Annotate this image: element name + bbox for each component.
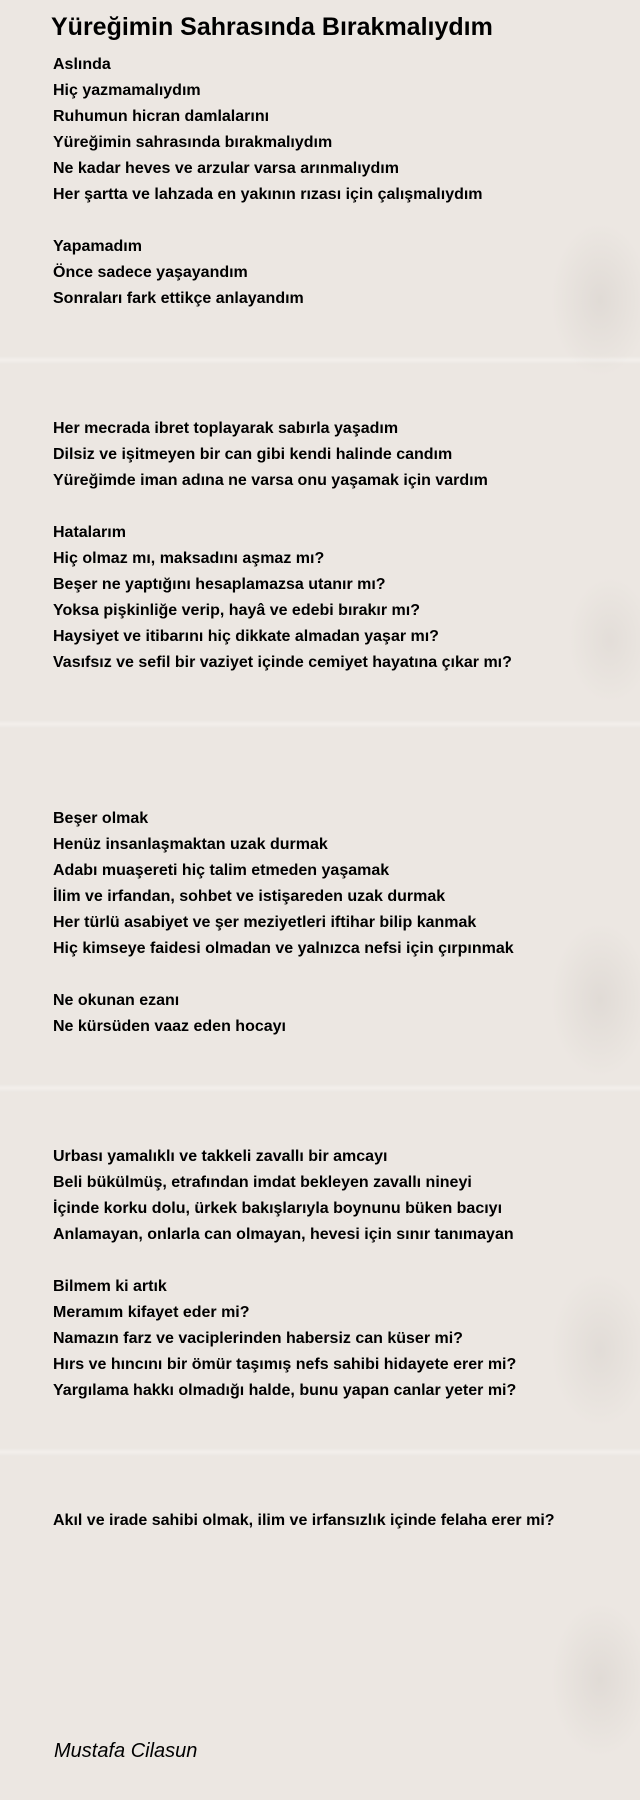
stanza-gap — [53, 338, 623, 364]
stanza-gap — [53, 728, 623, 754]
poem-line: Hiç olmaz mı, maksadını aşmaz mı? — [53, 550, 325, 567]
stanza-gap — [53, 676, 623, 702]
poem-line: Ne kürsüden vaaz eden hocayı — [53, 1018, 286, 1035]
poem-line: İçinde korku dolu, ürkek bakışlarıyla boynunu büken bacıyı — [53, 1200, 503, 1217]
poem-line: Her türlü asabiyet ve şer meziyetleri iftihar bilip kanmak — [53, 914, 477, 931]
poem-line: Adabı muaşereti hiç talim etmeden yaşamak — [53, 862, 390, 879]
poem-body — [53, 52, 623, 1534]
poem-line: İlim ve irfandan, sohbet ve istişareden uzak durmak — [53, 888, 446, 905]
stanza-gap — [53, 780, 623, 806]
stanza-gap — [53, 390, 623, 416]
poem-line: Dilsiz ve işitmeyen bir can gibi kendi halinde candım — [53, 446, 453, 463]
poem-line: Urbası yamalıklı ve takkeli zavallı bir amcayı — [53, 1148, 388, 1165]
poem-line: Bilmem ki artık — [53, 1278, 167, 1295]
poem-line: Yoksa pişkinliğe verip, hayâ ve edebi bırakır mı? — [53, 602, 420, 619]
stanza-gap — [53, 1430, 623, 1456]
poem-line: Ne okunan ezanı — [53, 992, 180, 1009]
poem-line: Yapamadım — [53, 238, 142, 255]
author-name: Mustafa Cilasun — [54, 1740, 198, 1762]
poem-line: Meramım kifayet eder mi? — [53, 1304, 250, 1321]
poem-line: Yüreğimin sahrasında bırakmalıydım — [53, 134, 333, 151]
poem-line: Hiç kimseye faidesi olmadan ve yalnızca nefsi için çırpınmak — [53, 940, 514, 957]
poem-line: Ruhumun hicran damlalarını — [53, 108, 270, 125]
poem-line: Beli bükülmüş, etrafından imdat bekleyen zavallı nineyi — [53, 1174, 472, 1191]
stanza-gap — [53, 1092, 623, 1118]
poem-line: Aslında — [53, 56, 111, 73]
poem-line: Vasıfsız ve sefil bir vaziyet içinde cemiyet hayatına çıkar mı? — [53, 654, 512, 671]
poem-line: Hırs ve hıncını bir ömür taşımış nefs sahibi hidayete erer mi? — [53, 1356, 517, 1373]
poem-line: Ne kadar heves ve arzular varsa arınmalıydım — [53, 160, 399, 177]
poem-line: Hatalarım — [53, 524, 126, 541]
poem-line: Henüz insanlaşmaktan uzak durmak — [53, 836, 328, 853]
stanza-gap — [53, 1118, 623, 1144]
stanza-gap — [53, 1066, 623, 1092]
stanza-gap — [53, 1040, 623, 1066]
poem-line: Hiç yazmamalıydım — [53, 82, 201, 99]
stanza-gap — [53, 1456, 623, 1482]
stanza-gap — [53, 1482, 623, 1508]
stanza-gap — [53, 754, 623, 780]
poem-line: Her şartta ve lahzada en yakının rızası için çalışmalıydım — [53, 186, 483, 203]
poem-line: Yargılama hakkı olmadığı halde, bunu yapan canlar yeter mi? — [53, 1382, 517, 1399]
poem-line: Beşer ne yaptığını hesaplamazsa utanır mı? — [53, 576, 386, 593]
stanza-gap — [53, 208, 623, 234]
poem-title: Yüreğimin Sahrasında Bırakmalıydım — [51, 13, 493, 41]
poem-line: Akıl ve irade sahibi olmak, ilim ve irfansızlık içinde felaha erer mi? — [53, 1512, 555, 1529]
poem-line: Yüreğimde iman adına ne varsa onu yaşamak için vardım — [53, 472, 488, 489]
poem-line: Beşer olmak — [53, 810, 149, 827]
poem-line: Önce sadece yaşayandım — [53, 264, 248, 281]
stanza-gap — [53, 1404, 623, 1430]
poem-line: Anlamayan, onlarla can olmayan, hevesi için sınır tanımayan — [53, 1226, 514, 1243]
poem-line: Namazın farz ve vaciplerinden habersiz can küser mi? — [53, 1330, 463, 1347]
stanza-gap — [53, 494, 623, 520]
stanza-gap — [53, 702, 623, 728]
stanza-gap — [53, 364, 623, 390]
poem-line: Haysiyet ve itibarını hiç dikkate almadan yaşar mı? — [53, 628, 439, 645]
stanza-gap — [53, 312, 623, 338]
stanza-gap — [53, 962, 623, 988]
stanza-gap — [53, 1248, 623, 1274]
poem-line: Sonraları fark ettikçe anlayandım — [53, 290, 304, 307]
poem-line: Her mecrada ibret toplayarak sabırla yaşadım — [53, 420, 399, 437]
